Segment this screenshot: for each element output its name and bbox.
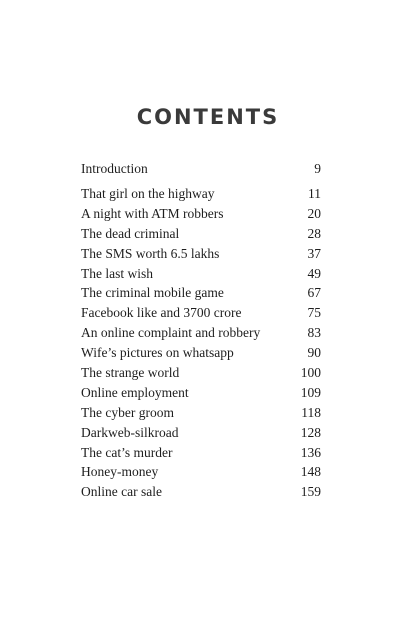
toc-entry-page: 28: [307, 225, 321, 241]
toc-entry-page: 128: [300, 424, 321, 440]
toc-entry-title: Wife’s pictures on whatsapp: [81, 345, 234, 361]
toc-entry[interactable]: [81, 343, 321, 363]
toc-entry[interactable]: [81, 204, 321, 224]
toc-list: [81, 184, 321, 502]
toc-entry[interactable]: [81, 482, 321, 502]
toc-entry-introduction[interactable]: [81, 159, 321, 179]
toc-entry-title: Introduction: [81, 161, 148, 176]
toc-entry[interactable]: [81, 283, 321, 303]
toc-entry[interactable]: [81, 363, 321, 383]
toc-entry-page: 20: [307, 205, 321, 221]
toc-entry-title: The cyber groom: [81, 404, 174, 420]
toc-entry-title: Facebook like and 3700 crore: [81, 305, 242, 321]
toc-entry-page: 37: [307, 245, 321, 261]
toc-entry[interactable]: [81, 403, 321, 423]
toc-entry-title: The SMS worth 6.5 lakhs: [81, 245, 220, 261]
toc-entry[interactable]: [81, 184, 321, 204]
toc-entry-page: 90: [307, 345, 321, 361]
toc-entry-title: The dead criminal: [81, 225, 180, 241]
toc-entry-page: 11: [308, 186, 321, 201]
toc-entry-page: 75: [307, 305, 321, 321]
toc-entry-title: The cat’s murder: [81, 444, 173, 460]
toc-entry-title: Online employment: [81, 384, 189, 400]
toc-entry-title: That girl on the highway: [81, 186, 215, 201]
page-title: CONTENTS: [136, 105, 280, 129]
toc-entry[interactable]: [81, 383, 321, 403]
toc-entry-page: 67: [307, 285, 321, 301]
toc-entry-title: A night with ATM robbers: [81, 205, 224, 221]
toc-entry[interactable]: [81, 323, 321, 343]
toc-entry-page: 9: [314, 161, 321, 176]
toc-entry[interactable]: [81, 303, 321, 323]
toc-entry-title: The criminal mobile game: [81, 285, 224, 301]
toc-entry-page: 148: [300, 464, 321, 480]
toc-entry[interactable]: [81, 462, 321, 482]
toc-entry-title: Online car sale: [81, 484, 162, 500]
toc-entry-page: 100: [300, 365, 321, 381]
toc-entry-title: The strange world: [81, 365, 180, 381]
toc-entry-title: Honey-money: [81, 464, 159, 480]
toc-entry-title: The last wish: [81, 265, 153, 281]
toc-entry[interactable]: [81, 264, 321, 284]
toc-entry-page: 118: [301, 404, 321, 420]
toc-entry-page: 136: [300, 444, 321, 460]
toc-entry[interactable]: [81, 443, 321, 463]
toc-entry-page: 83: [307, 325, 321, 341]
toc-entry-title: Darkweb-silkroad: [81, 424, 179, 440]
toc-entry[interactable]: [81, 423, 321, 443]
toc-entry-page: 49: [307, 265, 321, 281]
toc-entry-title: An online complaint and robbery: [81, 325, 261, 341]
toc-entry-page: 109: [300, 384, 321, 400]
toc-entry[interactable]: [81, 224, 321, 244]
toc-entry[interactable]: [81, 244, 321, 264]
toc-entry-page: 159: [300, 484, 321, 500]
